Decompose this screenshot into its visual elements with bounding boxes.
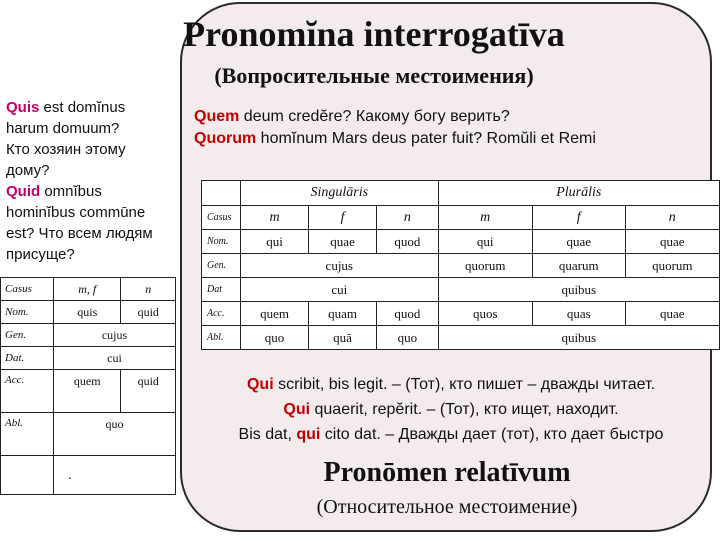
quis-line-3: Кто хозяин этому xyxy=(6,141,126,158)
page-title: Pronomĭna interrogatīva xyxy=(183,14,565,54)
quem-text: deum credĕre? Какому богу верить? xyxy=(239,108,510,125)
cell: cujus xyxy=(54,324,176,347)
cell: quos xyxy=(438,302,532,326)
singular-header: Singulāris xyxy=(241,181,439,206)
relative-examples xyxy=(182,372,720,447)
quis-line-2: harum domuum? xyxy=(6,120,120,137)
cell: quod xyxy=(377,302,438,326)
cell: quid xyxy=(121,301,176,324)
table-row xyxy=(202,278,720,302)
quis-declension-table xyxy=(0,277,176,495)
interrogative-examples xyxy=(194,106,596,150)
case-label: Nom. xyxy=(202,230,241,254)
cell: quibus xyxy=(438,278,719,302)
example-text: quaerit, repĕrit. – (Тот), кто ищет, находит. xyxy=(310,401,619,418)
page-subtitle: (Вопросительные местоимения) xyxy=(214,63,534,88)
cell: quae xyxy=(625,302,719,326)
relative-example-3 xyxy=(182,422,720,447)
mf-header: m, f xyxy=(54,278,121,301)
casus-header: Casus xyxy=(1,278,54,301)
cell: quo xyxy=(54,413,176,456)
quid-line-1 xyxy=(6,181,184,202)
quid-line-3: est? Что всем людям xyxy=(6,225,153,242)
table-row xyxy=(1,456,176,495)
quis-word: Quis xyxy=(6,99,40,116)
table-row xyxy=(1,278,176,301)
cell: quas xyxy=(532,302,625,326)
quem-example xyxy=(194,106,596,128)
qui-word: Qui xyxy=(283,401,311,418)
example-text: cito dat. – Дважды дает (тот), кто дает быстро xyxy=(320,426,664,443)
cell: quā xyxy=(309,326,377,350)
cell: quam xyxy=(309,302,377,326)
relative-example-2 xyxy=(182,397,720,422)
quid-line-4: присуще? xyxy=(6,246,75,263)
cell: quae xyxy=(309,230,377,254)
qui-declension-table xyxy=(201,180,720,350)
qui-word: Qui xyxy=(246,376,274,393)
cell: qui xyxy=(438,230,532,254)
table-row xyxy=(1,370,176,413)
table-row xyxy=(202,230,720,254)
case-label: Dat xyxy=(202,278,241,302)
quis-text: est domĭnus xyxy=(39,99,126,116)
gender-f: f xyxy=(309,206,377,230)
qui-word: qui xyxy=(296,426,321,443)
table-row xyxy=(202,254,720,278)
empty-cell xyxy=(1,456,54,495)
stray-dot: . xyxy=(68,466,72,482)
table-row xyxy=(1,413,176,456)
table-row xyxy=(202,181,720,206)
relative-title: Pronōmen relatīvum xyxy=(323,457,571,488)
cell: quae xyxy=(532,230,625,254)
cell: cui xyxy=(241,278,439,302)
cell: quo xyxy=(241,326,309,350)
relative-example-1 xyxy=(182,372,720,397)
case-label: Gen. xyxy=(1,324,54,347)
empty-cell xyxy=(202,181,241,206)
gender-f: f xyxy=(532,206,625,230)
cell: quid xyxy=(121,370,176,413)
table-row xyxy=(1,301,176,324)
table-row xyxy=(202,206,720,230)
example-text: scribit, bis legit. – (Тот), кто пишет – дважды читает. xyxy=(273,376,656,393)
relative-subtitle: (Относительное местоимение) xyxy=(316,496,578,518)
table-row xyxy=(1,347,176,370)
cell: cui xyxy=(54,347,176,370)
case-label: Acc. xyxy=(202,302,241,326)
quid-text: omnĭbus xyxy=(40,183,102,200)
left-examples xyxy=(6,97,184,265)
gender-n: n xyxy=(377,206,438,230)
table-row xyxy=(1,324,176,347)
cell: quo xyxy=(377,326,438,350)
cell: quod xyxy=(377,230,438,254)
quis-line-4: дому? xyxy=(6,162,50,179)
casus-label: Casus xyxy=(202,206,241,230)
quis-line-1 xyxy=(6,97,184,118)
table-row xyxy=(202,302,720,326)
quorum-word: Quorum xyxy=(194,130,257,147)
case-label: Nom. xyxy=(1,301,54,324)
case-label: Abl. xyxy=(202,326,241,350)
quid-word: Quid xyxy=(6,183,41,200)
quid-line-2: hominĭbus commūne xyxy=(6,204,146,221)
case-label: Dat. xyxy=(1,347,54,370)
cell: quarum xyxy=(532,254,625,278)
cell: quorum xyxy=(438,254,532,278)
gender-n: n xyxy=(625,206,719,230)
cell: quae xyxy=(625,230,719,254)
cell: quis xyxy=(54,301,121,324)
cell: cujus xyxy=(241,254,439,278)
gender-m: m xyxy=(438,206,532,230)
case-label: Gen. xyxy=(202,254,241,278)
quorum-text: homĭnum Mars deus pater fuit? Romŭli et Remi xyxy=(256,130,596,147)
example-text: Bis dat, xyxy=(238,426,297,443)
cell: qui xyxy=(241,230,309,254)
cell: quibus xyxy=(438,326,719,350)
quem-word: Quem xyxy=(194,108,240,125)
case-label: Acc. xyxy=(1,370,54,413)
plural-header: Plurālis xyxy=(438,181,719,206)
cell: quem xyxy=(241,302,309,326)
n-header: n xyxy=(121,278,176,301)
table-row xyxy=(202,326,720,350)
case-label: Abl. xyxy=(1,413,54,456)
gender-m: m xyxy=(241,206,309,230)
quorum-example xyxy=(194,128,596,150)
cell: quorum xyxy=(625,254,719,278)
cell: quem xyxy=(54,370,121,413)
